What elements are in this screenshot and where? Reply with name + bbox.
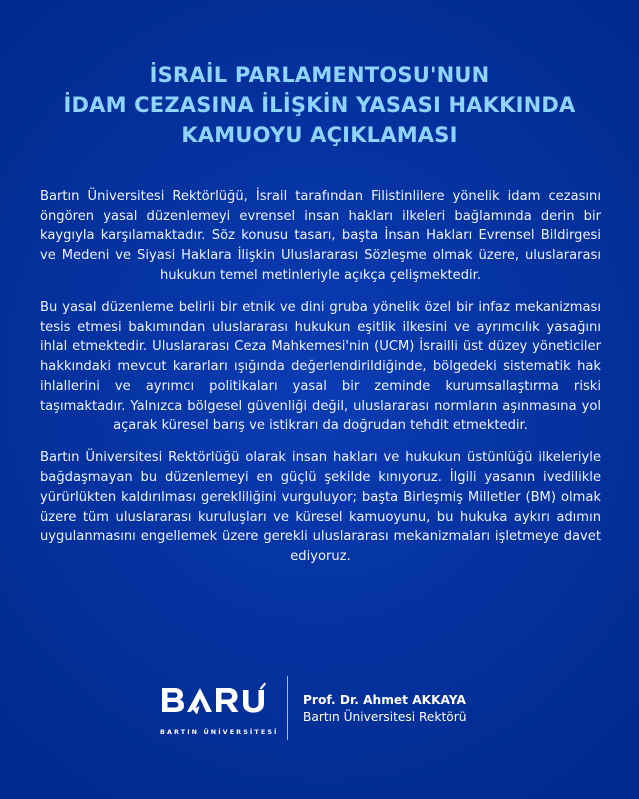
signatory-role: Bartın Üniversitesi Rektörü bbox=[303, 710, 467, 724]
footer-divider bbox=[287, 676, 288, 740]
baru-logo-icon bbox=[160, 682, 274, 714]
signatory-name: Prof. Dr. Ahmet AKKAYA bbox=[303, 693, 466, 707]
paragraph-1: Bartın Üniversitesi Rektörlüğü, İsrail tarafından Filistinlilere yönelik idam cezasını öngören yasal düzenlemeyi evrensel insan hakları ilkeleri bağlamında derin bir kaygıyla karşılamaktadır. Söz konusu tasarı, başta İnsan Hakları Evrensel Bildirgesi ve Medeni ve Siyasi Haklara İlişkin Uluslararası Sözleşme olmak üzere, uluslararası hukukun temel metinleriyle açıkça çelişmektedir. bbox=[40, 189, 601, 283]
title-line-1: İSRAİL PARLAMENTOSU'NUN bbox=[149, 63, 490, 87]
page-title bbox=[0, 60, 639, 150]
title-line-3: KAMUOYU AÇIKLAMASI bbox=[181, 123, 458, 147]
paragraph-2: Bu yasal düzenleme belirli bir etnik ve dini gruba yönelik özel bir infaz mekanizması tesis etmesi bakımından uluslararası hukukun eşitlik ilkesini ve ayrımcılık yasağını ihlal etmektedir. Uluslararası Ceza Mahkemesi'nin (UCM) İsrailli üst düzey yöneticiler hakkındaki mevcut kararları ışığında değerlendirildiğinde, bölgedeki sistematik hak ihlallerini ve ayrımcı politikaları yasal bir zeminde kurumsallaştırma riski taşımaktadır. Yalnızca bölgesel güvenliği değil, uluslararası normların aşınmasına yol açarak küresel barış ve istikrarı da doğrudan tehdit etmektedir. bbox=[40, 300, 601, 434]
logo-subtitle: BARTIN ÜNİVERSİTESİ bbox=[160, 728, 279, 736]
signatory-block bbox=[303, 692, 466, 726]
university-logo bbox=[160, 682, 279, 736]
signature-footer bbox=[0, 676, 639, 740]
statement-body bbox=[40, 187, 601, 579]
title-line-2: İDAM CEZASINA İLİŞKİN YASASI HAKKINDA bbox=[63, 93, 576, 117]
paragraph-3: Bartın Üniversitesi Rektörlüğü olarak insan hakları ve hukukun üstünlüğü ilkeleriyle bağdaşmayan bu düzenlemeyi en güçlü şekilde kınıyoruz. İlgili yasanın ivedilikle yürürlükten kaldırılması gerekliliğini vurguluyor; başta Birleşmiş Milletler (BM) olmak üzere tüm uluslararası kuruluşları ve küresel kamuoyunu, bu hukuka aykırı adımın uygulanmasını engellemek üzere gerekli uluslararası mekanizmaları işletmeye davet ediyoruz. bbox=[40, 450, 601, 564]
